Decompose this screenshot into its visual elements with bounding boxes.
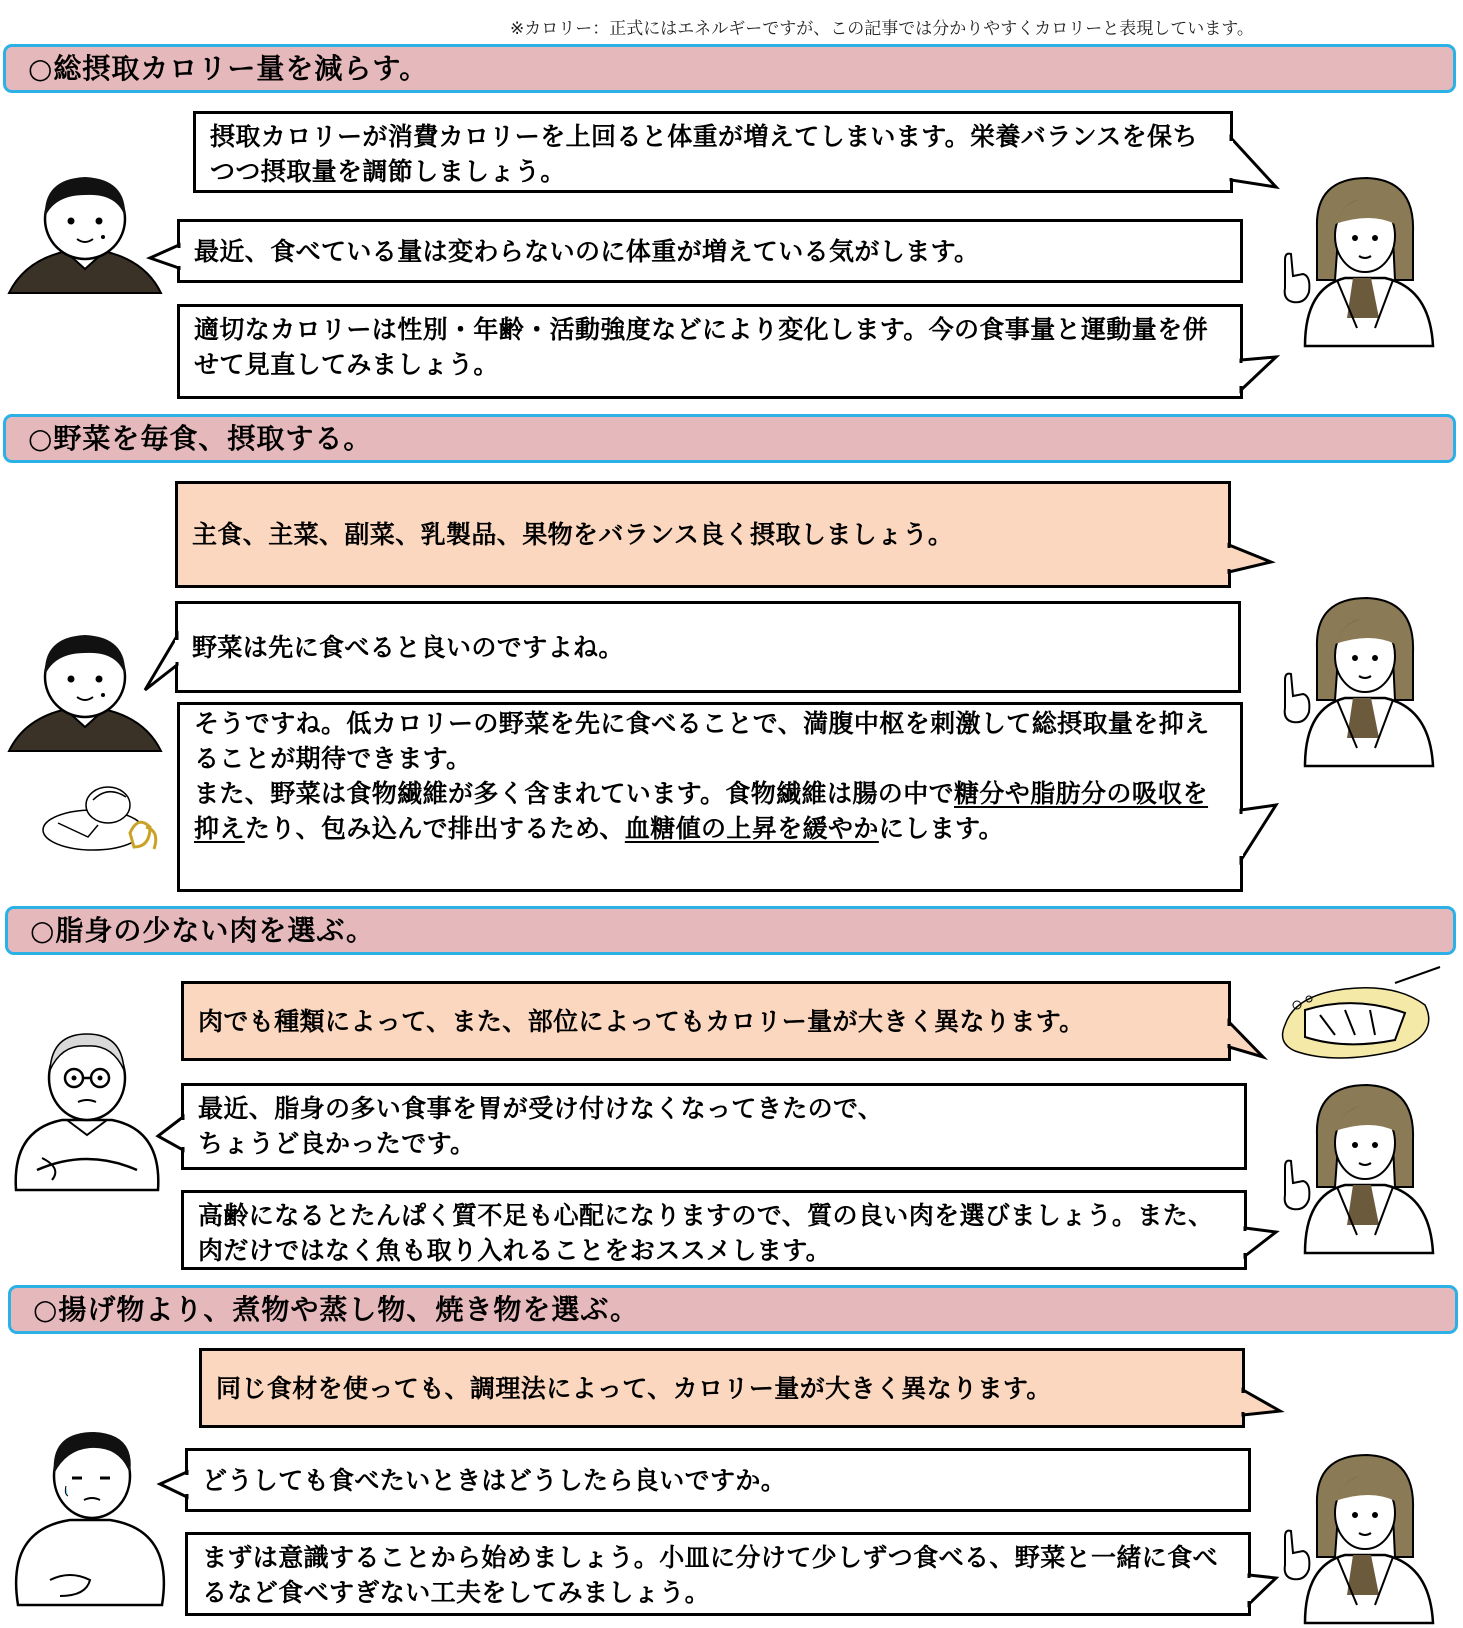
bubble-tail-right	[1241, 357, 1276, 390]
doctor-avatar-icon	[1275, 588, 1450, 768]
section-heading-cooking: ○揚げ物より、煮物や蒸し物、焼き物を選ぶ。	[8, 1285, 1458, 1334]
underlined-text: 血糖値の上昇を緩やか	[624, 814, 879, 843]
doctor-avatar-icon	[1275, 1445, 1450, 1625]
bubble-text: どうしても食べたいときはどうしたら良いですか。	[202, 1465, 787, 1495]
bubble-text: まずは意識することから始めましょう。小皿に分けて少しずつ食べる、野菜と一緒に食べるなど食べすぎない工夫をしてみましょう。	[202, 1543, 1219, 1607]
bubble-tail-right	[1241, 805, 1276, 860]
bubble-tail-right	[1229, 545, 1271, 572]
man-avatar-icon	[5, 623, 165, 753]
bubble-tail-right	[1231, 138, 1276, 187]
bubble-text: 適切なカロリーは性別・年齢・活動強度などにより変化します。今の食事量と運動量を併せて見直してみましょう。	[194, 315, 1209, 379]
vegetables-icon	[38, 775, 163, 860]
bubble-text: 高齢になるとたんぱく質不足も心配になりますので、質の良い肉を選びましょう。また、肉だけではなく魚も取り入れることをおススメします。	[198, 1201, 1214, 1265]
bubble-text: 同じ食材を使っても、調理法によって、カロリー量が大きく異なります。	[216, 1373, 1052, 1403]
bubble-text: 野菜は先に食べると良いのですよね。	[192, 632, 624, 662]
bubble-text: 最近、食べている量は変わらないのに体重が増えている気がします。	[194, 236, 980, 266]
doctor-avatar-icon	[1275, 1075, 1450, 1255]
man-avatar-icon	[5, 165, 165, 295]
section-heading-vegetables: ○野菜を毎食、摂取する。	[3, 414, 1456, 463]
bubble-text: たり、包み込んで排出するため、	[244, 814, 625, 843]
bubble-text: 最近、脂身の多い食事を胃が受け付けなくなってきたので、	[198, 1094, 884, 1123]
doctor-avatar-icon	[1275, 168, 1450, 348]
elderly-man-icon	[12, 1020, 162, 1195]
steak-icon	[1275, 965, 1450, 1070]
underlined-text: 糖分や脂肪分の吸収を抑え	[194, 779, 1209, 843]
bubble-tail-right	[1243, 1390, 1280, 1415]
bubble-text: ちょうど良かったです。	[198, 1129, 476, 1158]
bubble-text: にします。	[878, 814, 1004, 843]
bubble-text: そうですね。低カロリーの野菜を先に食べることで、満腹中枢を刺激して総摂取量を抑えることが期待できます。	[194, 709, 1210, 773]
bubble-text: 肉でも種類によって、また、部位によってもカロリー量が大きく異なります。	[198, 1006, 1085, 1036]
bubble-text: また、野菜は食物繊維が多く含まれています。食物繊維は腸の中で	[194, 779, 955, 808]
calorie-note: ※カロリー：正式にはエネルギーですが、この記事では分かりやすくカロリーと表現しています。	[510, 19, 1254, 39]
bubble-text: 主食、主菜、副菜、乳製品、果物をバランス良く摂取しましょう。	[192, 520, 954, 549]
section-heading-meat: ○脂身の少ない肉を選ぶ。	[5, 906, 1456, 955]
section-heading-calories: ○総摂取カロリー量を減らす。	[3, 44, 1456, 93]
bubble-text: 摂取カロリーが消費カロリーを上回ると体重が増えてしまいます。栄養バランスを保ちつつ摂取量を調節しましょう。	[210, 122, 1198, 186]
bubble-tail-right	[1245, 1228, 1276, 1256]
overweight-man-icon	[10, 1420, 170, 1610]
bubble-tail-right	[1229, 1022, 1263, 1057]
bubble-tail-right	[1249, 1575, 1276, 1604]
